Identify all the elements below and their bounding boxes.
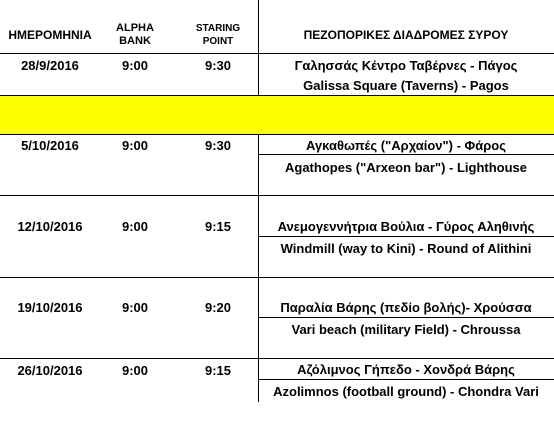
row2-date: 5/10/2016 [21, 137, 79, 153]
header-start-line2: POINT [202, 36, 234, 47]
row3-start-time: 9:15 [204, 218, 232, 234]
row-divider [258, 236, 554, 237]
row2-route-greek: Αγκαθωπές ("Αρχαίον") - Φάρος [306, 137, 506, 153]
row1-start-time: 9:30 [204, 57, 232, 73]
row2-route-english: Agathopes ("Arxeon bar") - Lighthouse [285, 159, 527, 175]
row1-route-english: Galissa Square (Taverns) - Pagos [303, 77, 509, 93]
header-starting-point [178, 20, 258, 50]
row4-alpha-time: 9:00 [121, 299, 149, 315]
row-divider [258, 379, 554, 380]
row1-alpha-time: 9:00 [121, 57, 149, 73]
row-divider [0, 95, 554, 96]
header-alpha-line2: BANK [119, 35, 151, 47]
row3-route-english: Windmill (way to Kini) - Round of Alithini [280, 240, 532, 256]
row4-date: 19/10/2016 [17, 299, 83, 315]
header-divider [0, 53, 554, 54]
row3-route-greek: Ανεμογεννήτρια Βούλια - Γύρος Αληθινής [277, 218, 535, 234]
row5-route-english: Azolimnos (football ground) - Chondra Vari [273, 383, 539, 399]
row2-start-time: 9:30 [204, 137, 232, 153]
row5-date: 26/10/2016 [17, 362, 83, 378]
header-date: ΗΜΕΡΟΜΗΝΙΑ [8, 27, 92, 42]
row3-date: 12/10/2016 [17, 218, 83, 234]
row2-alpha-time: 9:00 [121, 137, 149, 153]
row-divider [0, 195, 554, 196]
row4-route-greek: Παραλία Βάρης (πεδίο βολής)- Χρούσσα [280, 299, 532, 315]
row1-date: 28/9/2016 [21, 57, 79, 73]
row5-route-greek: Αζόλιμνος Γήπεδο - Χονδρά Βάρης [297, 361, 515, 377]
row-divider [0, 277, 554, 278]
row4-start-time: 9:20 [204, 299, 232, 315]
header-routes: ΠΕΖΟΠΟΡΙΚΕΣ ΔΙΑΔΡΟΜΕΣ ΣΥΡΟΥ [303, 28, 509, 42]
row5-start-time: 9:15 [204, 362, 232, 378]
row-divider [258, 317, 554, 318]
highlighted-row [0, 95, 554, 134]
row1-route-greek: Γαλησσάς Κέντρο Ταβέρνες - Πάγος [294, 57, 518, 73]
row4-route-english: Vari beach (military Field) - Chroussa [291, 321, 521, 337]
header-alpha-line1: ALPHA [116, 22, 154, 34]
header-start-line1: STARING [195, 23, 241, 34]
row3-alpha-time: 9:00 [121, 218, 149, 234]
header-alpha-bank [100, 20, 170, 50]
row5-alpha-time: 9:00 [121, 362, 149, 378]
